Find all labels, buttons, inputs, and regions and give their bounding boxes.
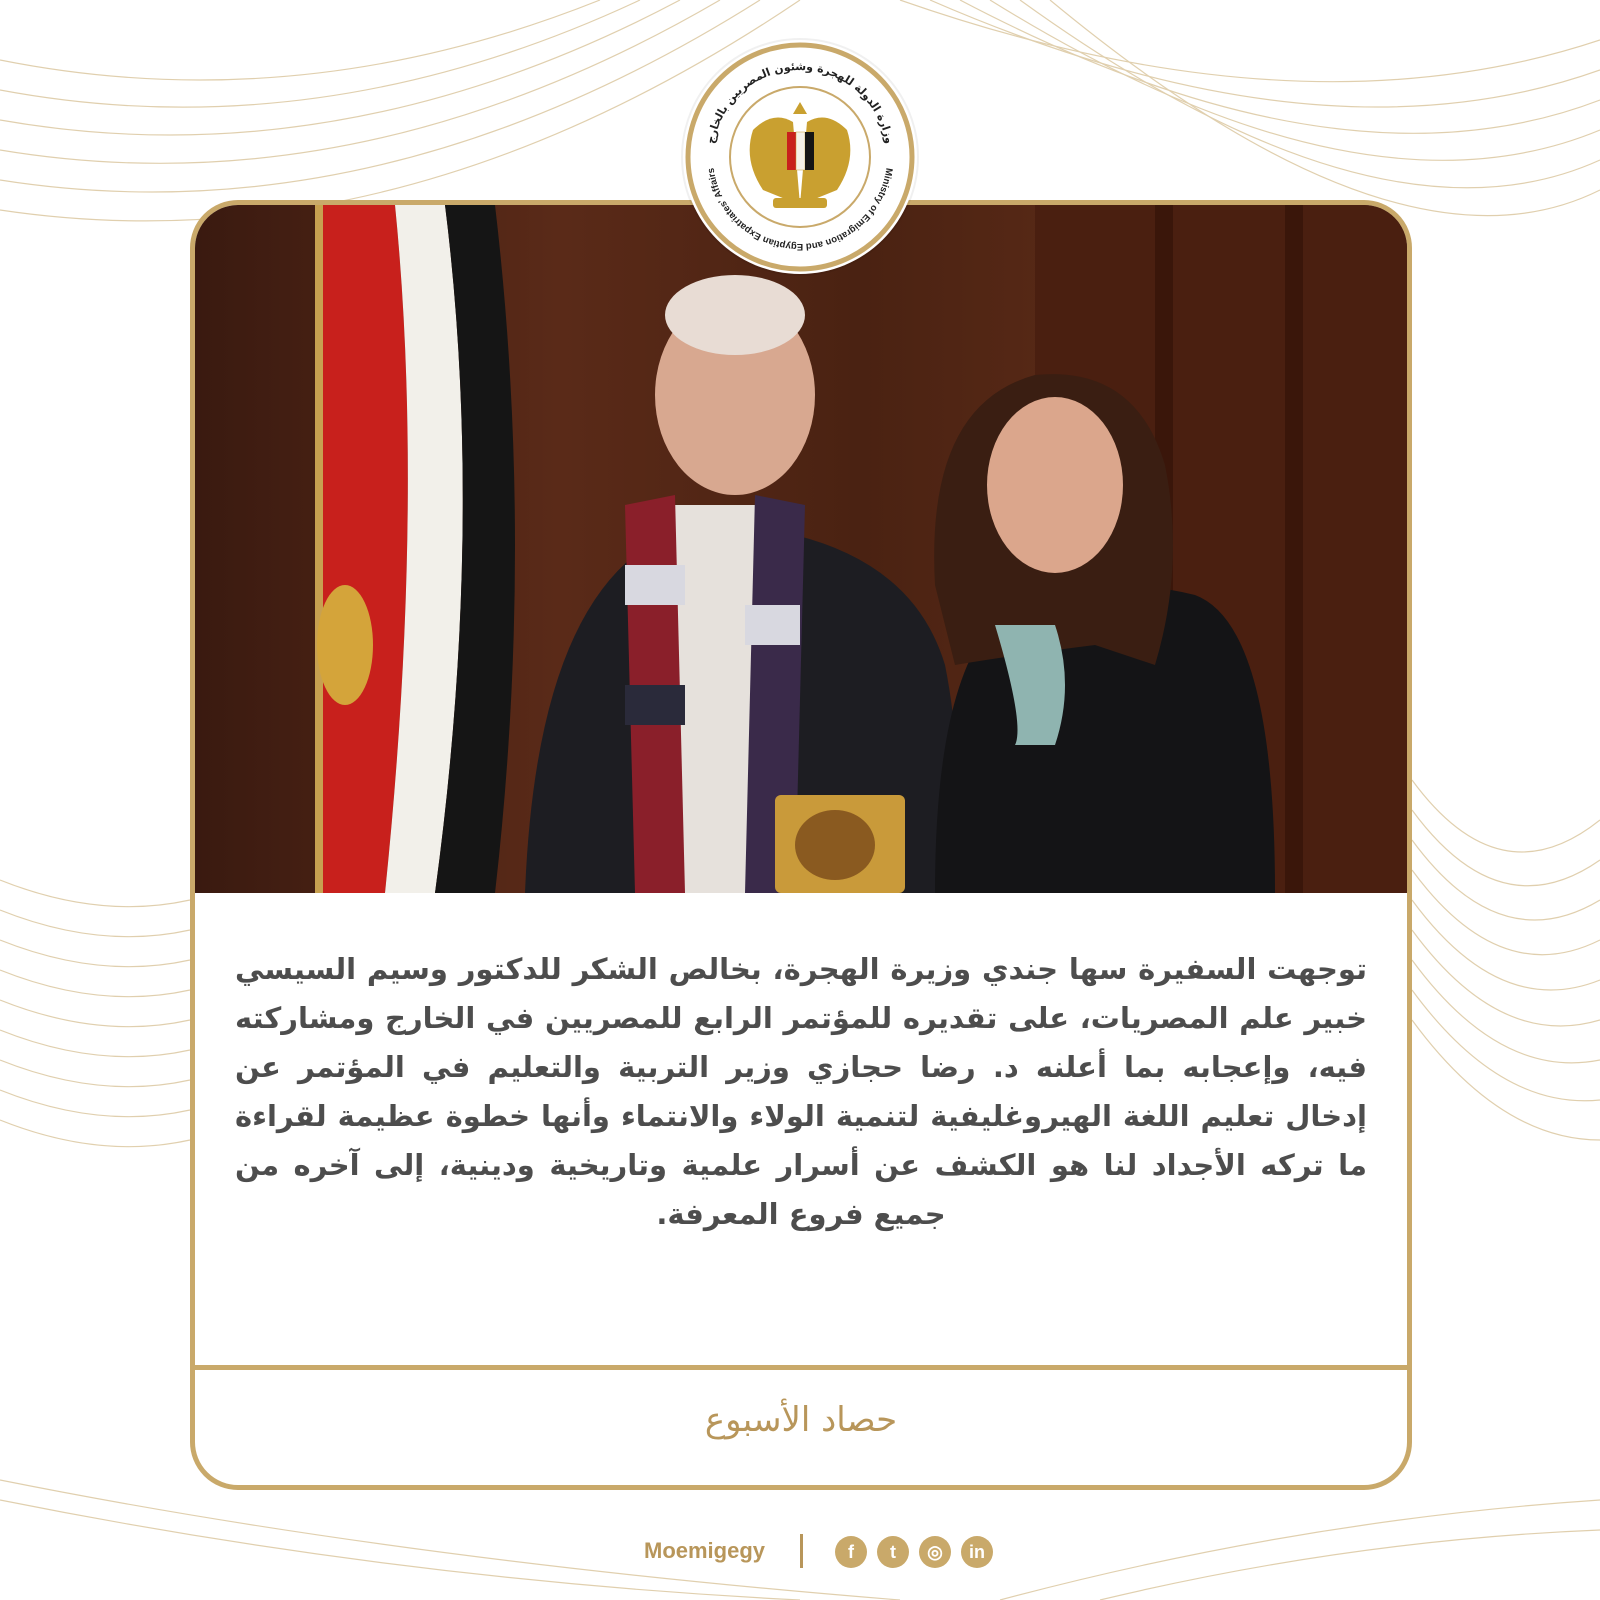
logo-arabic-ring-text: وزارة الدولة للهجرة وشئون المصريين بالخارج: [704, 59, 896, 145]
news-photo: [195, 205, 1407, 893]
post-card: [190, 200, 1412, 1490]
linkedin-icon[interactable]: in: [961, 1536, 993, 1568]
logo-english-ring-text: Ministry of Emigration and Egyptian Expatriates' Affairs: [705, 167, 895, 253]
facebook-icon[interactable]: f: [835, 1536, 867, 1568]
social-separator: [800, 1534, 803, 1568]
social-handle[interactable]: Moemigegy: [644, 1538, 766, 1563]
social-bar: [0, 1530, 1600, 1580]
gold-divider: [195, 1365, 1407, 1370]
weekly-harvest-title: حصاد الأسبوع: [704, 1400, 898, 1440]
post-body-text: توجهت السفيرة سها جندي وزيرة الهجرة، بخالص الشكر للدكتور وسيم السيسي خبير علم المصريات، على تقديره للمؤتمر الرابع للمصريين في الخارج ومشاركته فيه، وإعجابه بما أعلنه د. رضا حجازي وزير التربية والتعليم في المؤتمر عن إدخال تعليم اللغة الهيروغليفية لتنمية الولاء والانتماء وأنها خطوة عظيمة لقراءة ما تركه الأجداد لنا هو الكشف عن أسرار علمية وتاريخية ودينية، إلى آخره من جميع فروع المعرفة.: [235, 952, 1367, 1231]
ministry-logo: [683, 40, 917, 274]
egypt-flag-graphic: [315, 205, 515, 893]
instagram-icon[interactable]: ◎: [919, 1536, 951, 1568]
twitter-icon[interactable]: t: [877, 1536, 909, 1568]
